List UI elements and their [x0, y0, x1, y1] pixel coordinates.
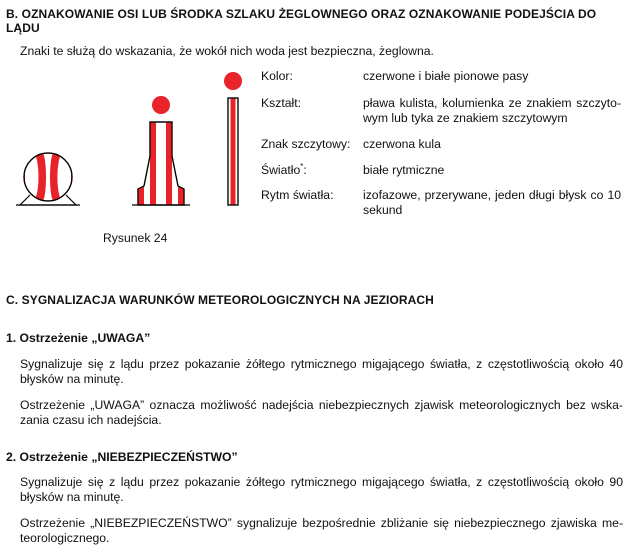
warning-1-heading: 1. Ostrzeżenie „UWAGA” [6, 331, 151, 345]
buoy-illustrations [14, 64, 270, 214]
section-b-title: B. OZNAKOWANIE OSI LUB ŚRODKA SZLAKU ŻEGLOWNEGO ORAZ OZNAKOWANIE PODEJŚCIA DO LĄDU [6, 7, 597, 35]
prop-label-topmark: Znak szczytowy: [261, 137, 351, 151]
section-c-title: C. SYGNALIZACJA WARUNKÓW METEOROLOGICZNYCH NA JEZIORACH [6, 293, 434, 307]
warning-2-paragraph-1: Sygnalizuje się z lądu przez pokazanie żółtego rytmicznego migającego światła, z częstotliwością około 90 błysków na minutę. [20, 475, 623, 504]
prop-label-shape: Kształt: [261, 96, 301, 110]
warning-1-paragraph-2: Ostrzeżenie „UWAGA” oznacza możliwość nadejścia niebezpiecznych zjawisk meteorologicznych bez wska-zania czasu ich nadejścia. [20, 398, 623, 427]
prop-label-light-text: Światło [261, 163, 301, 177]
prop-value-rhythm: izofazowe, przerywane, jeden długi błysk co 10 sekund [363, 188, 621, 217]
prop-value-shape: pława kulista, kolumienka ze znakiem szczyto-wym lub tyka ze znakiem szczytowym [363, 96, 621, 125]
footnote-mark: * [300, 161, 304, 171]
prop-value-topmark: czerwona kula [363, 137, 441, 151]
spar-buoy [224, 72, 242, 205]
figure-caption: Rysunek 24 [103, 231, 168, 245]
spherical-buoy [14, 153, 92, 205]
prop-value-light: białe rytmiczne [363, 163, 445, 177]
prop-label-light [261, 163, 307, 178]
prop-label-color: Kolor: [261, 69, 293, 83]
prop-value-color: czerwone i białe pionowe pasy [363, 69, 529, 83]
prop-label-rhythm: Rytm światła: [261, 188, 334, 202]
warning-2-heading: 2. Ostrzeżenie „NIEBEZPIECZEŃSTWO” [6, 450, 238, 464]
warning-2-paragraph-2: Ostrzeżenie „NIEBEZPIECZEŃSTWO” sygnalizuje bezpośrednie zbliżanie się niebezpiecznego zjawiska me-teorologicznego. [20, 516, 623, 545]
pillar-buoy [132, 96, 190, 205]
section-b-intro: Znaki te służą do wskazania, że wokół nich woda jest bezpieczna, żeglowna. [20, 44, 434, 58]
warning-1-paragraph-1: Sygnalizuje się z lądu przez pokazanie żółtego rytmicznego migającego światła, z częstotliwością około 40 błysków na minutę. [20, 357, 623, 386]
prop-label-light-colon: : [303, 163, 307, 177]
